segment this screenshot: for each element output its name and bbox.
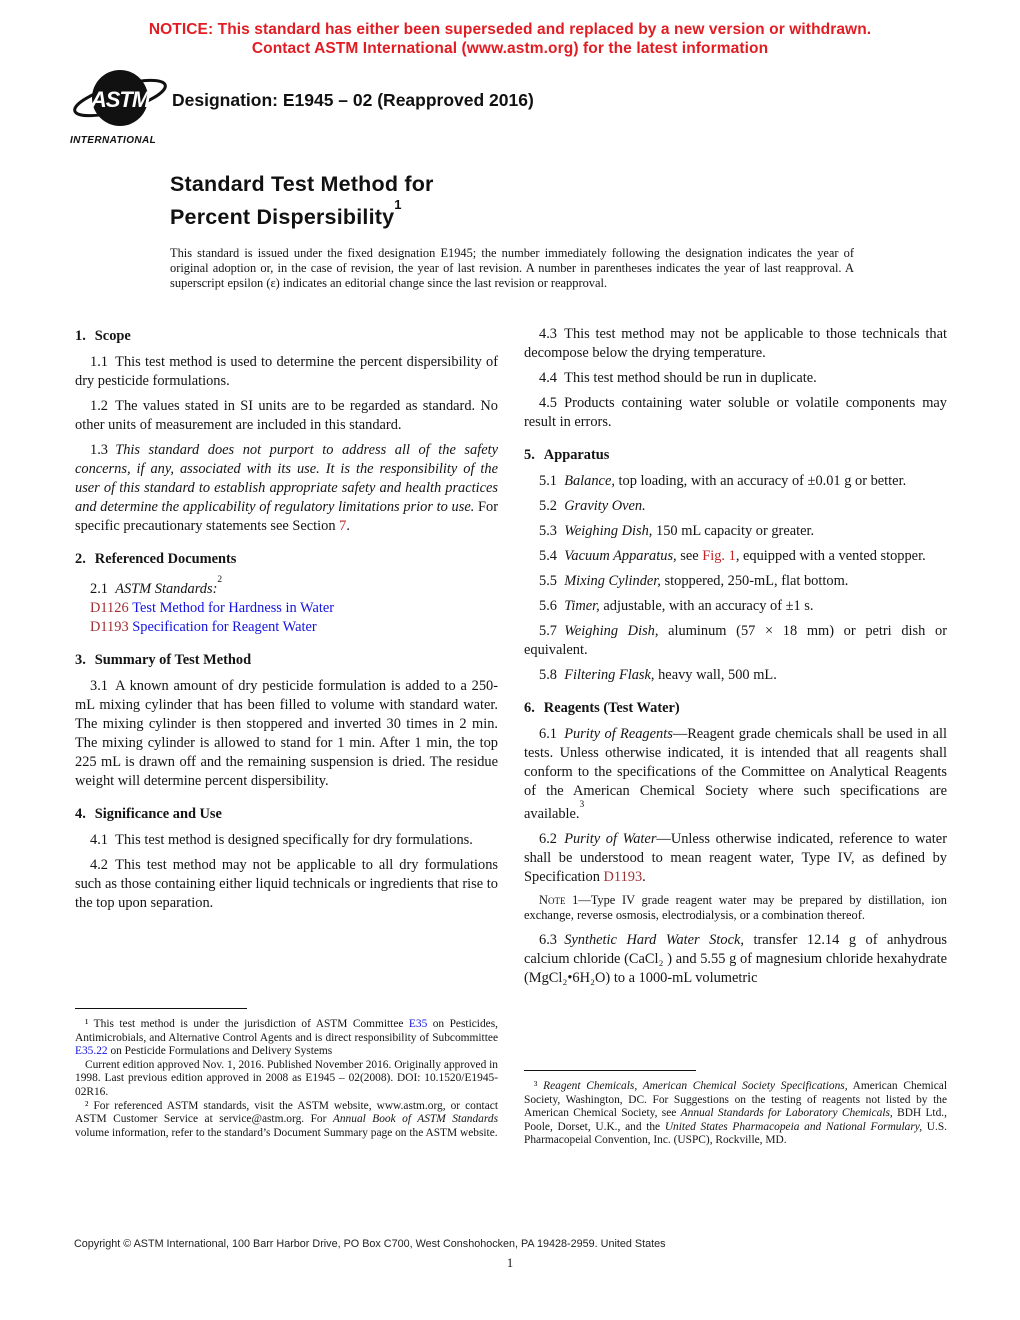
page-title [170, 171, 434, 231]
heading-scope: 1. Scope [75, 328, 131, 344]
astm-logo-word: ASTM [90, 87, 150, 112]
astm-globe-icon [70, 68, 170, 134]
designation: Designation: E1945 – 02 (Reapproved 2016) [172, 90, 534, 110]
right-column [524, 320, 948, 1147]
astm-logo [70, 68, 178, 146]
d1193-inline-link[interactable]: D1193 [603, 868, 643, 885]
title-line-2: Percent Dispersibility$^1$ [170, 197, 402, 230]
body-columns [75, 320, 947, 1215]
heading-apparatus: 5. Apparatus [524, 447, 610, 463]
paragraph-4-1: 4.1 This test method is designed specifically for dry formulations. [90, 831, 473, 848]
footnote-1-edition: Current edition approved Nov. 1, 2016. Published November 2016. Originally approved in 1998. Last previous edition approved in 2008 as E1945 – 02(2008). DOI: 10.1520/E1945-02R16. [75, 1058, 498, 1098]
copyright-line: Copyright © ASTM International, 100 Barr Harbor Drive, PO Box C700, West Conshohocken, PA 19428-2959. United States [74, 1238, 666, 1250]
paragraph-2-1: 2.1 ASTM Standards:$^2$ [90, 575, 223, 597]
heading-summary: 3. Summary of Test Method [75, 651, 252, 668]
notice-line-2: Contact ASTM International (www.astm.org) for the latest information [251, 40, 769, 57]
e35-22-link[interactable]: E35.22 [75, 1045, 108, 1058]
d1126-link[interactable]: D1126 [90, 599, 129, 616]
footnote-divider [75, 1008, 247, 1009]
e35-link[interactable]: E35 [408, 1018, 428, 1030]
footnote-3-marker: 3 [579, 800, 585, 810]
d1193-title-link[interactable]: Specification for Reagent Water [132, 618, 317, 635]
notice-line-1: NOTICE: This standard has either been superseded and replaced by a new version or withdrawn. [148, 21, 872, 38]
paragraph-1-3: 1.3 This standard does not purport to address all of the safety concerns, if any, associated with its use. It is the responsibility of the user of this standard to establish appropriate safety and health practices and determine the applicability of regulatory limitations prior to use. For specific precautionary statements see Section 7. [75, 442, 499, 534]
note-1: Note 1—Type IV grade reagent water may be prepared by distillation, ion exchange, reverse osmosis, electrodialysis, or a combination thereof. [524, 892, 947, 922]
paragraph-4-5: 4.5 Products containing water soluble or volatile components may result in errors. [524, 395, 947, 430]
paragraph-5-5: 5.5 Mixing Cylinder, stoppered, 250-mL, flat bottom. [539, 573, 849, 589]
fig-1-link[interactable]: Fig. 1 [702, 548, 736, 564]
paragraph-5-7: 5.7 Weighing Dish, aluminum (57 × 18 mm) or petri dish or equivalent. [524, 623, 947, 658]
title-line-1: Standard Test Method for [170, 172, 434, 196]
footnote-3: ³ Reagent Chemicals, American Chemical Society Specifications, American Chemical Society, Washington, DC. For Suggestions on the testing of reagents not listed by the American Chemical Society, see Annual Standards for Laboratory Chemicals, BDH Ltd., Poole, Dorset, U.K., and the United States Pharmacopeia and National Formulary, U.S. Pharmacopeial Convention, Inc. (USPC), Rockville, MD. [524, 1080, 948, 1147]
paragraph-4-4: 4.4 This test method should be run in duplicate. [539, 370, 817, 386]
page-number: 1 [506, 1256, 514, 1270]
paragraph-5-4: 5.4 Vacuum Apparatus, see Fig. 1, equipped with a vented stopper. [539, 548, 926, 564]
paragraph-5-6: 5.6 Timer, adjustable, with an accuracy of ±1 s. [539, 598, 814, 614]
heading-referenced-documents: 2. Referenced Documents [75, 551, 237, 567]
footnote-1: ¹ This test method is under the jurisdiction of ASTM Committee E35 on Pesticides, Antimicrobials, and Alternative Control Agents and is direct responsibility of Subcommittee E35.22 on Pesticide Formulations and Delivery Systems [75, 1018, 498, 1058]
supersession-notice [0, 20, 1020, 58]
astm-logo-international: INTERNATIONAL [70, 135, 157, 146]
reference-d1193 [75, 618, 498, 637]
paragraph-1-2: 1.2 The values stated in SI units are to be regarded as standard. No other units of measurement are included in this standard. [75, 398, 498, 433]
paragraph-5-8: 5.8 Filtering Flask, heavy wall, 500 mL. [539, 667, 777, 683]
paragraph-3-1: 3.1 A known amount of dry pesticide formulation is added to a 250-mL mixing cylinder that has been filled to volume with standard water. The mixing cylinder is then stoppered and inverted 30 times in 2 min. The mixing cylinder is allowed to stand for 1 min. After 1 min, the top 225 mL is drawn off and the remaining suspension is dried. The residue weight will determine percent dispersibility. [75, 677, 498, 789]
paragraph-6-2: 6.2 Purity of Water—Unless otherwise indicated, reference to water shall be understood to mean reagent water, Type IV, as defined by Specification D1193. [524, 830, 947, 885]
d1126-title-link[interactable]: Test Method for Hardness in Water [132, 599, 335, 616]
paragraph-4-3: 4.3 This test method may not be applicable to those technicals that decompose below the drying temperature. [524, 326, 947, 361]
title-footnote-marker: 1 [394, 197, 402, 212]
right-footnotes [524, 1070, 947, 1148]
reference-d1126 [75, 599, 498, 618]
issuance-note: This standard is issued under the fixed designation E1945; the number immediately following the designation indicates the year of original adoption or, in the case of revision, the year of last revision. A number in parentheses indicates the year of last reapproval. A superscript epsilon (ε) indicates an editorial change since the last revision or reapproval. [170, 246, 854, 291]
footnote-2: ² For referenced ASTM standards, visit the ASTM website, www.astm.org, or contact ASTM Customer Service at service@astm.org. For Annual Book of ASTM Standards volume information, refer to the standard’s Document Summary page on the ASTM website. [75, 1099, 499, 1139]
d1193-link[interactable]: D1193 [90, 618, 129, 635]
section-7-link[interactable]: 7 [339, 518, 347, 534]
paragraph-5-3: 5.3 Weighing Dish, 150 mL capacity or greater. [539, 523, 815, 539]
paragraph-1-1: 1.1 This test method is used to determine the percent dispersibility of dry pesticide formulations. [75, 354, 498, 389]
left-column [75, 320, 499, 1139]
paragraph-6-1: 6.1 Purity of Reagents—Reagent grade chemicals shall be used in all tests. Unless otherwise indicated, it is intended that all reagents shall conform to the specifications of the Committee on Analytical Reagents of the American Chemical Society where such specifications are available.$^3$ [524, 726, 948, 822]
footnote-2-marker: 2 [217, 575, 223, 585]
left-footnotes [75, 1008, 498, 1140]
paragraph-6-3: 6.3 Synthetic Hard Water Stock, transfer 12.14 g of anhydrous calcium chloride (CaCl₂ ) and 5.55 g of magnesium chloride hexahydrate (MgCl₂•6H₂O) to a 1000-mL volumetric [524, 932, 947, 987]
paragraph-5-1: 5.1 Balance, top loading, with an accuracy of ±0.01 g or better. [539, 473, 907, 489]
heading-significance: 4. Significance and Use [75, 805, 222, 822]
paragraph-5-2: 5.2 Gravity Oven. [539, 498, 646, 514]
footnote-divider [524, 1070, 696, 1071]
paragraph-4-2: 4.2 This test method may not be applicable to all dry formulations such as those containing either liquid technicals or ingredients that rise to the top upon separation. [75, 856, 498, 911]
heading-reagents: 6. Reagents (Test Water) [524, 700, 680, 716]
